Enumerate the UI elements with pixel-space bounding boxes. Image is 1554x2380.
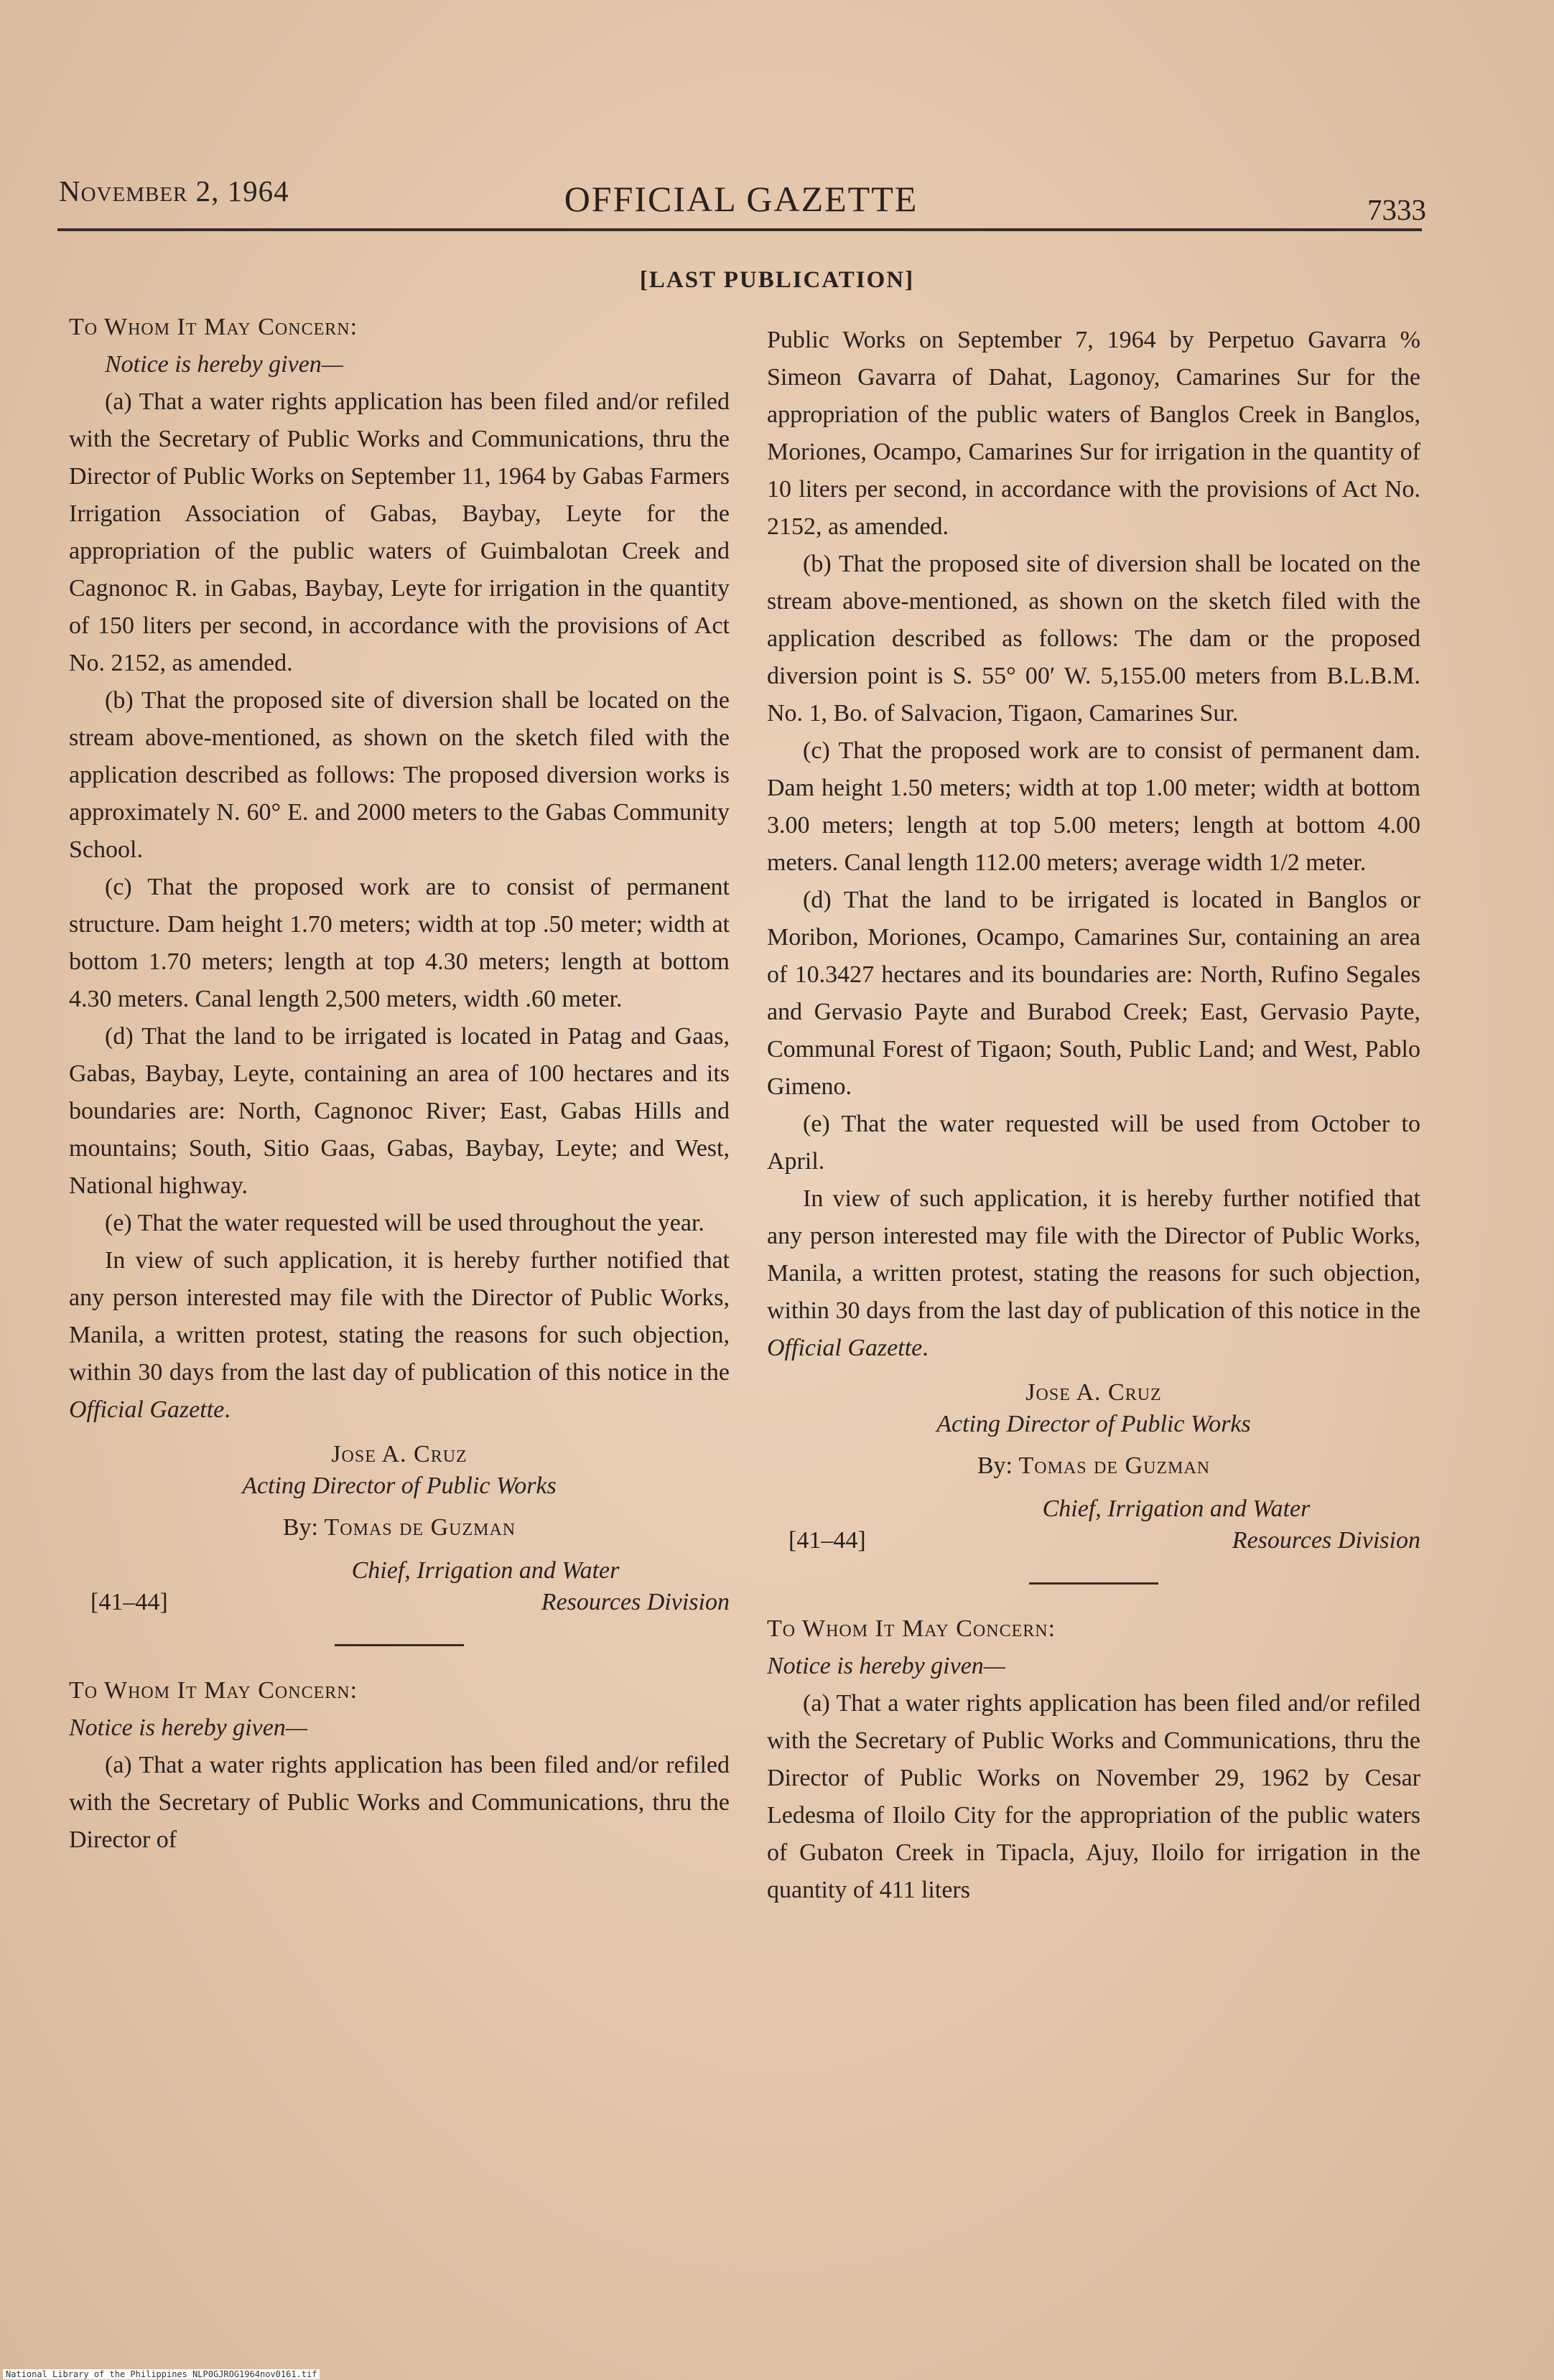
by-name: Tomas de Guzman xyxy=(324,1514,516,1541)
signatory-name: Jose A. Cruz xyxy=(331,1441,467,1467)
paragraph-continued: Public Works on September 7, 1964 by Perpetuo Gavarra % Simeon Gavarra of Dahat, Lagonoy, Camarines Sur for the appropriation of the public waters of Banglos Creek in Banglos, Moriones, Ocampo, Camarines Sur for irrigation in the quantity of 10 liters per second, in accordance with the provisions of Act No. 2152, as amended. xyxy=(767,327,1420,540)
chief-title-2: Resources Division xyxy=(541,1589,730,1615)
paragraph-c: (c) That the proposed work are to consist of permanent dam. Dam height 1.50 meters; width at top 1.00 meter; width at bottom 3.00 meters; length at top 5.00 meters; length at bottom 4.00 meters. Canal length 112.00 meters; average width 1/2 meter. xyxy=(767,737,1420,876)
view-end: . xyxy=(224,1396,231,1423)
view-text: In view of such application, it is hereby further notified that any person interested may file with the Director of Public Works, Manila, a written protest, stating the reasons for such objection, within 30 days from the last day of publication of this notice in the xyxy=(69,1247,730,1386)
chief-title-2: Resources Division xyxy=(1232,1527,1420,1554)
salutation-2: To Whom It May Concern: xyxy=(767,1615,1056,1642)
paragraph-a-2: (a) That a water rights application has been filed and/or refiled with the Secretary of Public Works and Communications, thru the Director of Public Works on November 29, 1962 by Cesar Ledesma of Iloilo City for the appropriation of the public waters of Gubaton Creek in Tipacla, Ajuy, Iloilo for irrigation in the quantity of 411 liters xyxy=(767,1690,1420,1903)
paragraph-view xyxy=(767,1180,1420,1367)
chief-line xyxy=(69,1555,730,1618)
notice-line-2: Notice is hereby given— xyxy=(69,1714,308,1741)
paragraph-d: (d) That the land to be irrigated is located in Patag and Gaas, Gabas, Baybay, Leyte, containing an area of 100 hectares and its boundaries are: North, Cagnonoc River; East, Gabas Hills and mountains; South, Sitio Gaas, Gabas, Baybay, Leyte; and West, National highway. xyxy=(69,1023,730,1199)
signature-block xyxy=(69,1439,730,1618)
by-line xyxy=(767,1450,1420,1482)
left-column xyxy=(69,309,730,1859)
section-divider xyxy=(335,1644,464,1646)
signatory-title: Acting Director of Public Works xyxy=(936,1411,1251,1437)
signatory-name: Jose A. Cruz xyxy=(1025,1379,1162,1406)
by-line xyxy=(69,1512,730,1544)
last-publication-label: [LAST PUBLICATION] xyxy=(639,267,915,293)
paragraph-b: (b) That the proposed site of diversion shall be located on the stream above-mentioned, as shown on the sketch filed with the application described as follows: The dam or the proposed diversion point is S. 55° 00′ W. 5,155.00 meters from B.L.B.M. No. 1, Bo. of Salvacion, Tigaon, Camarines Sur. xyxy=(767,551,1420,727)
paragraph-a: (a) That a water rights application has been filed and/or refiled with the Secretary of Public Works and Communications, thru the Director of Public Works on September 11, 1964 by Gabas Farmers Irrigation Association of Gabas, Baybay, Leyte for the appropriation of the public waters of Guimbalotan Creek and Cagnonoc R. in Gabas, Baybay, Leyte for irrigation in the quantity of 150 liters per second, in accordance with the provisions of Act No. 2152, as amended. xyxy=(69,388,730,676)
notice-line: Notice is hereby given— xyxy=(105,351,344,378)
chief-title-1: Chief, Irrigation and Water xyxy=(1042,1495,1311,1522)
page-number: 7333 xyxy=(1367,193,1426,226)
signatory-title: Acting Director of Public Works xyxy=(242,1473,557,1499)
gazette-title: Official Gazette xyxy=(767,1335,923,1361)
header-date: November 2, 1964 xyxy=(59,174,289,207)
paragraph-e: (e) That the water requested will be used throughout the year. xyxy=(105,1210,704,1236)
salutation-2: To Whom It May Concern: xyxy=(69,1677,358,1704)
by-label: By: xyxy=(977,1452,1019,1479)
paragraph-a-2: (a) That a water rights application has been filed and/or refiled with the Secretary of Public Works and Communications, thru the Director of xyxy=(69,1752,730,1853)
paragraph-e: (e) That the water requested will be used from October to April. xyxy=(767,1111,1420,1175)
paragraph-c: (c) That the proposed work are to consist of permanent structure. Dam height 1.70 meters; width at top .50 meter; width at bottom 1.70 meters; length at top 4.30 meters; length at bottom 4.30 meters. Canal length 2,500 meters, width .60 meter. xyxy=(69,874,730,1012)
archive-label: National Library of the Philippines NLP0GJROG1964nov0161.tif xyxy=(3,2369,320,2379)
paragraph-b: (b) That the proposed site of diversion shall be located on the stream above-mentioned, as shown on the sketch filed with the application described as follows: The proposed diversion works is approximately N. 60° E. and 2000 meters to the Gabas Community School. xyxy=(69,687,730,863)
header-title: OFFICIAL GAZETTE xyxy=(564,179,918,219)
view-text: In view of such application, it is hereby further notified that any person interested may file with the Director of Public Works, Manila, a written protest, stating the reasons for such objection, within 30 days from the last day of publication of this notice in the xyxy=(767,1185,1420,1324)
chief-line xyxy=(767,1493,1420,1557)
header-rule xyxy=(57,228,1422,231)
gazette-title: Official Gazette xyxy=(69,1396,225,1423)
right-column xyxy=(767,322,1420,1909)
view-end: . xyxy=(922,1335,929,1361)
by-name: Tomas de Guzman xyxy=(1018,1452,1211,1479)
issue-reference: [41–44] xyxy=(788,1527,866,1554)
chief-title-1: Chief, Irrigation and Water xyxy=(351,1557,620,1584)
notice-line-2: Notice is hereby given— xyxy=(767,1653,1006,1679)
section-divider xyxy=(1029,1582,1158,1585)
signature-block xyxy=(767,1377,1420,1557)
issue-reference: [41–44] xyxy=(90,1589,168,1615)
page-header xyxy=(56,171,1426,226)
paragraph-d: (d) That the land to be irrigated is located in Banglos or Moribon, Moriones, Ocampo, Camarines Sur, containing an area of 10.3427 hectares and its boundaries are: North, Rufino Segales and Gervasio Payte and Burabod Creek; East, Gervasio Payte, Communal Forest of Tigaon; South, Public Land; and West, Pablo Gimeno. xyxy=(767,887,1420,1100)
by-label: By: xyxy=(282,1514,325,1541)
paragraph-view xyxy=(69,1242,730,1429)
salutation: To Whom It May Concern: xyxy=(69,314,358,340)
